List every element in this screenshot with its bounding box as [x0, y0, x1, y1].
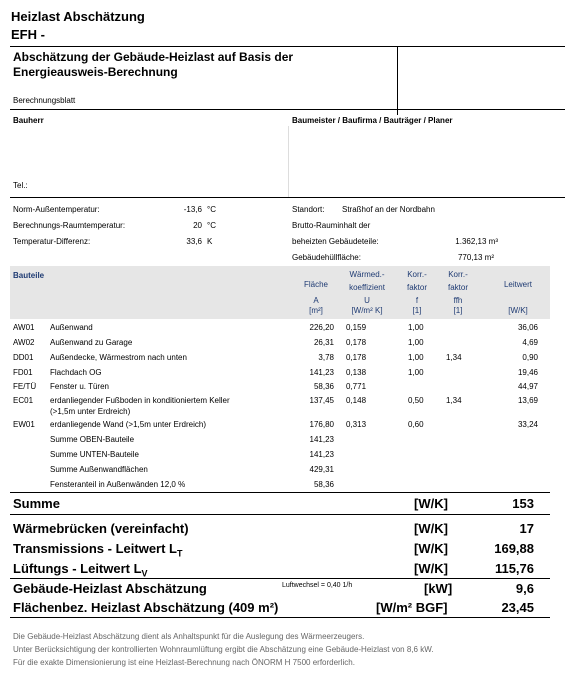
col-area-unit: [m²] — [309, 306, 323, 315]
col-area: Fläche — [303, 280, 328, 289]
envelope-value: 770,13 m² — [457, 253, 494, 262]
row-u: 0,178 — [346, 353, 367, 362]
divider — [10, 197, 565, 198]
heating-load-label: Gebäude-Heizlast Abschätzung — [13, 581, 207, 596]
outside-temp-label: Norm-Außentemperatur: — [13, 205, 100, 214]
col-area-symbol: A — [313, 296, 319, 305]
col-bauteile: Bauteile — [13, 271, 45, 280]
transmission-unit: [W/K] — [414, 541, 448, 556]
outside-temp-unit: °C — [207, 205, 216, 214]
row-name: erdanliegender Fußboden in konditioniertem Keller — [50, 396, 230, 405]
location-label: Standort: — [292, 205, 325, 214]
divider — [10, 514, 550, 515]
row-name: Fenster u. Türen — [50, 382, 109, 391]
col-f-1: Korr.- — [407, 270, 427, 279]
location-value: Straßhof an der Nordbahn — [342, 205, 435, 214]
ventilation-label-text: Lüftungs - Leitwert L — [13, 561, 142, 576]
divider — [10, 492, 550, 493]
row-f: 1,00 — [408, 368, 424, 377]
volume-label-2: beheizten Gebäudeteile: — [292, 237, 379, 246]
temp-diff-unit: K — [207, 237, 213, 246]
col-ffh-2: faktor — [447, 283, 468, 292]
row-code: AW02 — [13, 338, 35, 347]
heating-load-value: 9,6 — [515, 581, 534, 596]
ventilation-label-sub: V — [141, 568, 148, 579]
thermal-bridge-label: Wärmebrücken (vereinfacht) — [13, 521, 189, 536]
col-ffh-unit: [1] — [453, 306, 463, 315]
row-area: 58,36 — [313, 382, 334, 391]
row-leitwert: 33,24 — [517, 420, 538, 429]
col-leitwert: Leitwert — [503, 280, 532, 289]
row-ffh: 1,34 — [446, 353, 462, 362]
divider — [10, 46, 565, 47]
footer-line-2: Unter Berücksichtigung der kontrollierten Wohnraumlüftung ergibt die Abschätzung eine Gebäude-Heizlast von 8,6 kW. — [13, 645, 434, 654]
row-f: 0,50 — [408, 396, 424, 405]
col-leitwert-unit: [W/K] — [508, 306, 528, 315]
thermal-bridge-unit: [W/K] — [414, 521, 448, 536]
row-name: Flachdach OG — [50, 368, 102, 377]
volume-value: 1.362,13 m³ — [455, 237, 498, 246]
row-u: 0,178 — [346, 338, 367, 347]
description-line-2: Energieausweis-Berechnung — [13, 65, 178, 79]
temp-diff-value: 33,6 — [186, 237, 202, 246]
divider — [10, 109, 565, 110]
col-u-2: koeffizient — [349, 283, 385, 292]
row-ffh: 1,34 — [446, 396, 462, 405]
row-name: erdanliegende Wand (>1,5m unter Erdreich) — [50, 420, 207, 429]
row-f: 1,00 — [408, 338, 424, 347]
row-leitwert: 0,90 — [522, 353, 538, 362]
footer-line-3: Für die exakte Dimensionierung ist eine Heizlast-Berechnung nach ÖNORM H 7500 erforderlich. — [13, 658, 355, 667]
transmission-label-text: Transmissions - Leitwert L — [13, 541, 177, 556]
row-name: Außenwand zu Garage — [50, 338, 133, 347]
sum-value: 58,36 — [313, 480, 334, 489]
row-leitwert: 36,06 — [517, 323, 538, 332]
col-ffh-1: Korr.- — [448, 270, 468, 279]
row-u: 0,313 — [346, 420, 367, 429]
row-area: 137,45 — [309, 396, 334, 405]
row-area: 3,78 — [318, 353, 334, 362]
row-code: FD01 — [13, 368, 33, 377]
row-code: DD01 — [13, 353, 34, 362]
row-f: 1,00 — [408, 353, 424, 362]
area-heating-load-value: 23,45 — [501, 600, 534, 615]
row-u: 0,771 — [346, 382, 367, 391]
heating-load-unit: [kW] — [424, 581, 453, 596]
ventilation-unit: [W/K] — [414, 561, 448, 576]
divider — [397, 46, 398, 115]
col-f-symbol: f — [415, 296, 419, 305]
builder-label: Baumeister / Baufirma / Bauträger / Planer — [292, 116, 453, 125]
transmission-label — [13, 541, 183, 559]
row-area: 226,20 — [309, 323, 334, 332]
col-ffh-symbol: ffh — [453, 296, 463, 305]
row-code: AW01 — [13, 323, 35, 332]
row-name: Außenwand — [50, 323, 93, 332]
col-f-2: faktor — [406, 283, 427, 292]
description-line-1: Abschätzung der Gebäude-Heizlast auf Basis der — [13, 50, 294, 64]
row-name: Außendecke, Wärmestrom nach unten — [50, 353, 187, 362]
sheet-label: Berechnungsblatt — [13, 96, 76, 105]
sum-value: 141,23 — [309, 435, 334, 444]
ventilation-label — [13, 561, 148, 579]
row-u: 0,148 — [346, 396, 367, 405]
summe-unit: [W/K] — [414, 496, 448, 511]
sum-value: 429,31 — [309, 465, 334, 474]
outside-temp-value: -13,6 — [183, 205, 202, 214]
summe-label: Summe — [13, 496, 60, 511]
tel-label: Tel.: — [13, 181, 28, 190]
row-leitwert: 4,69 — [522, 338, 538, 347]
col-f-unit: [1] — [412, 306, 422, 315]
row-code: EC01 — [13, 396, 34, 405]
row-u: 0,159 — [346, 323, 367, 332]
row-f: 0,60 — [408, 420, 424, 429]
row-area: 141,23 — [309, 368, 334, 377]
sum-label: Fensteranteil in Außenwänden 12,0 % — [50, 480, 186, 489]
transmission-value: 169,88 — [494, 541, 534, 556]
area-heating-load-unit: [W/m² BGF] — [376, 600, 448, 615]
row-u: 0,138 — [346, 368, 367, 377]
transmission-label-sub: T — [177, 548, 183, 559]
envelope-label: Gebäudehüllfläche: — [292, 253, 361, 262]
ventilation-value: 115,76 — [494, 561, 534, 576]
room-temp-value: 20 — [193, 221, 202, 230]
row-leitwert: 19,46 — [517, 368, 538, 377]
row-code: FE/TÜ — [13, 382, 37, 391]
sum-value: 141,23 — [309, 450, 334, 459]
divider — [288, 126, 289, 198]
divider — [10, 617, 550, 618]
row-leitwert: 13,69 — [517, 396, 538, 405]
col-u-1: Wärmed.- — [349, 270, 385, 279]
col-u-unit: [W/m² K] — [351, 306, 383, 315]
temp-diff-label: Temperatur-Differenz: — [13, 237, 91, 246]
col-u-symbol: U — [364, 296, 370, 305]
summe-value: 153 — [512, 496, 534, 511]
room-temp-unit: °C — [207, 221, 216, 230]
area-heating-load-label: Flächenbez. Heizlast Abschätzung (409 m²) — [13, 600, 279, 615]
row-area: 176,80 — [309, 420, 334, 429]
row-area: 26,31 — [313, 338, 334, 347]
sum-label: Summe OBEN-Bauteile — [50, 435, 135, 444]
row-code: EW01 — [13, 420, 35, 429]
row-leitwert: 44,97 — [517, 382, 538, 391]
sum-label: Summe Außenwandflächen — [50, 465, 148, 474]
footer-line-1: Die Gebäude-Heizlast Abschätzung dient als Anhaltspunkt für die Auslegung des Wärmeerzeugers. — [13, 632, 365, 641]
volume-label-1: Brutto-Rauminhalt der — [292, 221, 371, 230]
owner-label: Bauherr — [13, 116, 44, 125]
thermal-bridge-value: 17 — [519, 521, 534, 536]
room-temp-label: Berechnungs-Raumtemperatur: — [13, 221, 126, 230]
page-title: Heizlast Abschätzung — [11, 9, 145, 24]
divider — [10, 578, 550, 579]
air-exchange-note: Luftwechsel = 0,40 1/h — [282, 582, 353, 589]
page-subtitle: EFH - — [11, 27, 45, 42]
row-f: 1,00 — [408, 323, 424, 332]
row-name-continued: (>1,5m unter Erdreich) — [50, 407, 131, 416]
sum-label: Summe UNTEN-Bauteile — [50, 450, 139, 459]
